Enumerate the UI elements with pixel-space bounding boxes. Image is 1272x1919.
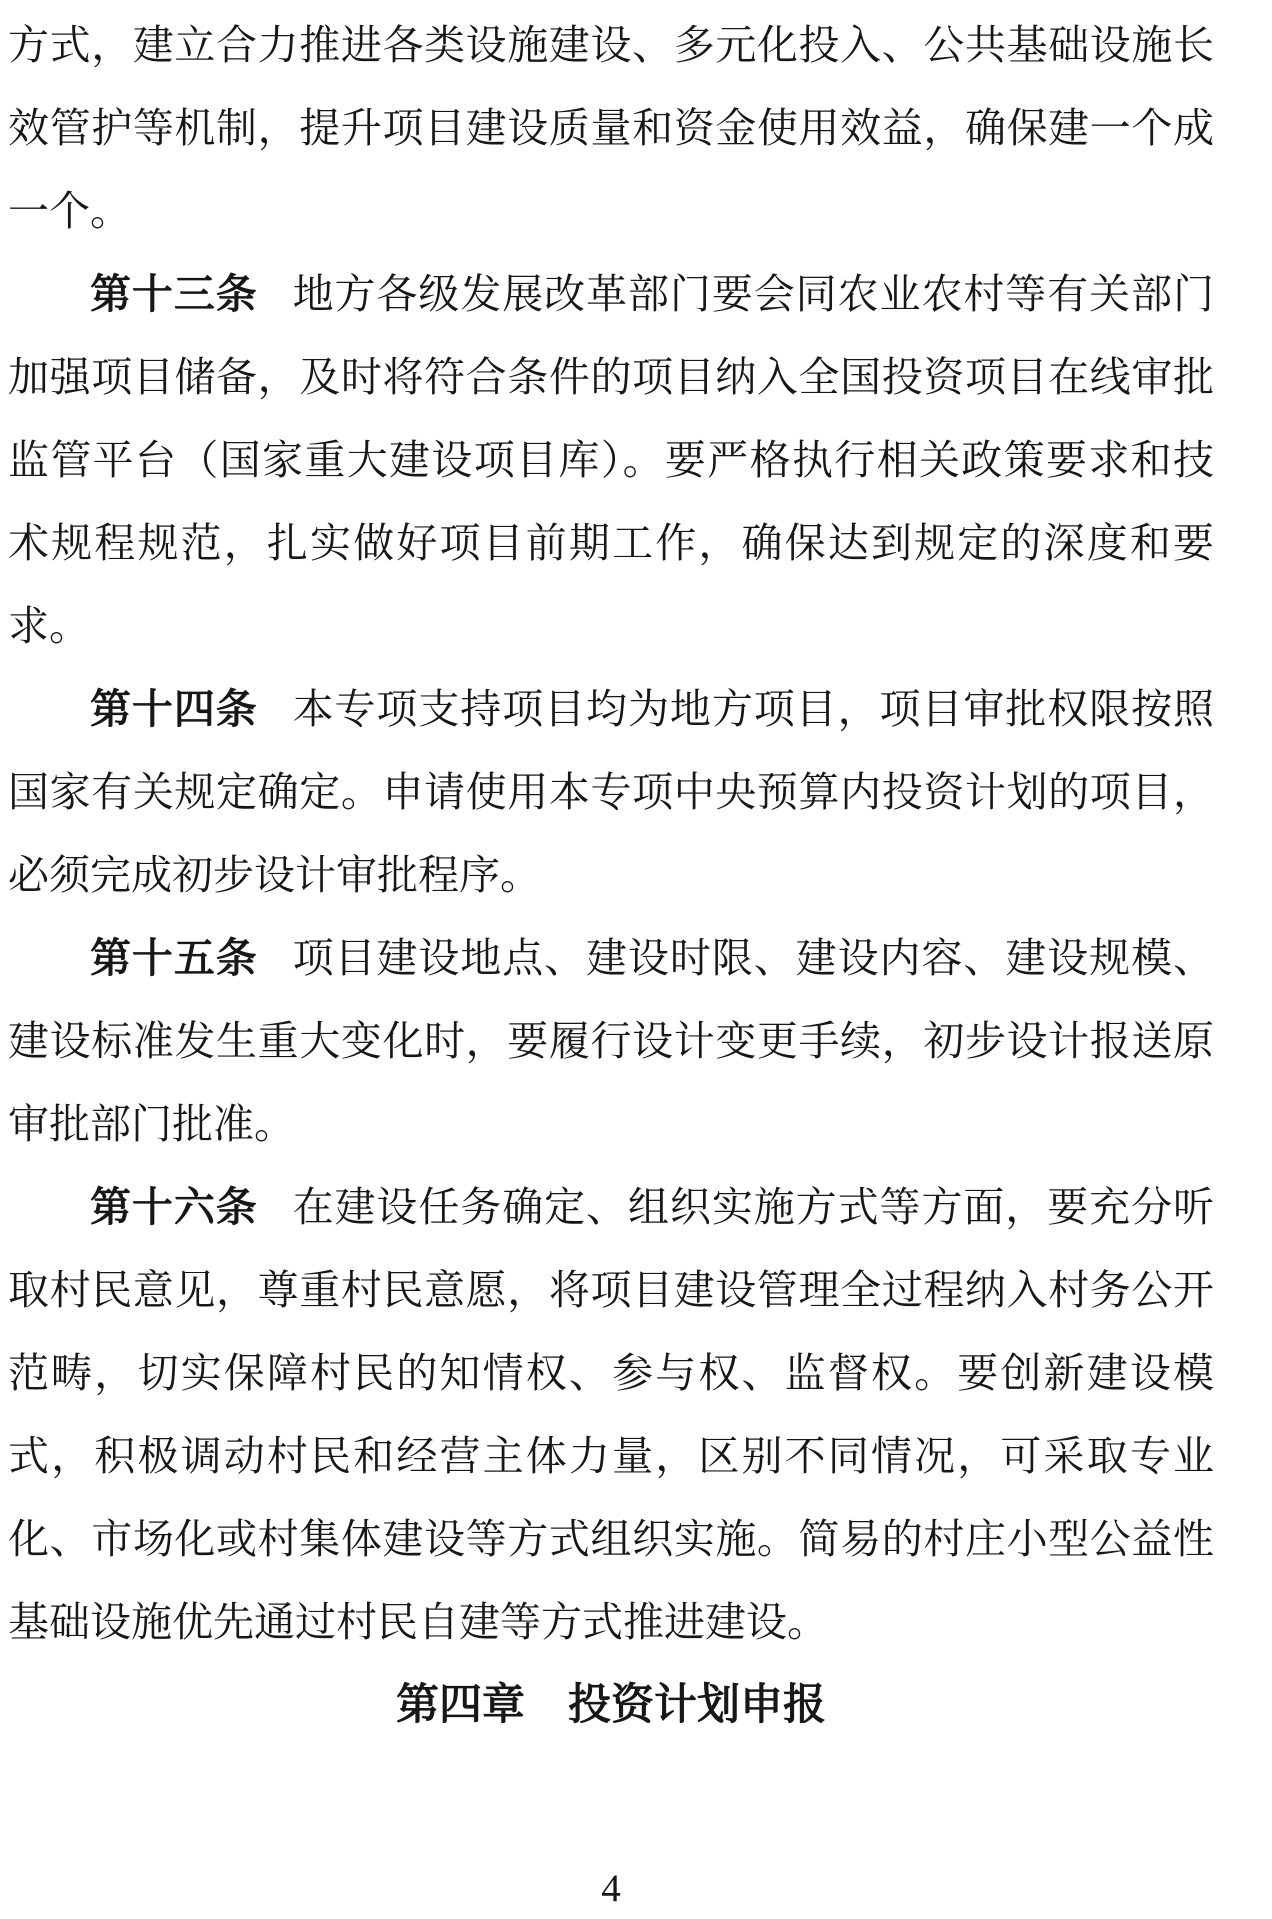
article-number: 第十四条 <box>90 686 258 732</box>
article-text: 在建设任务确定、组织实施方式等方面，要充分听取村民意见，尊重村民意愿，将项目建设管理全过程纳入村务公开范畴，切实保障村民的知情权、参与权、监督权。要创新建设模式，积极调动村民和经营主体力量，区别不同情况，可采取专业化、市场化或村集体建设等方式组织实施。简易的村庄小型公益性基础设施优先通过村民自建等方式推进建设。 <box>8 1184 1215 1645</box>
article-paragraph <box>8 917 1214 1166</box>
article-text: 地方各级发展改革部门要会同农业农村等有关部门加强项目储备，及时将符合条件的项目纳入全国投资项目在线审批监管平台（国家重大建设项目库）。要严格执行相关政策要求和技术规程规范，扎实做好项目前期工作，确保达到规定的深度和要求。 <box>8 271 1215 649</box>
article-number: 第十三条 <box>90 271 258 317</box>
article-paragraph <box>8 668 1214 917</box>
article-number: 第十六条 <box>90 1184 258 1230</box>
page-number: 4 <box>601 1867 621 1910</box>
chapter-heading <box>8 1664 1214 1747</box>
continuation-paragraph: 方式，建立合力推进各类设施建设、多元化投入、公共基础设施长效管护等机制，提升项目建设质量和资金使用效益，确保建一个成一个。 <box>8 22 1214 234</box>
article-paragraph <box>8 253 1214 668</box>
chapter-label: 第四章 <box>396 1681 525 1729</box>
article-number: 第十五条 <box>90 935 258 981</box>
chapter-title: 投资计划申报 <box>568 1681 826 1729</box>
article-text: 项目建设地点、建设时限、建设内容、建设规模、建设标准发生重大变化时，要履行设计变更手续，初步设计报送原审批部门批准。 <box>8 935 1215 1147</box>
article-text: 本专项支持项目均为地方项目，项目审批权限按照国家有关规定确定。申请使用本专项中央预算内投资计划的项目，必须完成初步设计审批程序。 <box>8 686 1215 898</box>
article-paragraph <box>8 1166 1214 1664</box>
